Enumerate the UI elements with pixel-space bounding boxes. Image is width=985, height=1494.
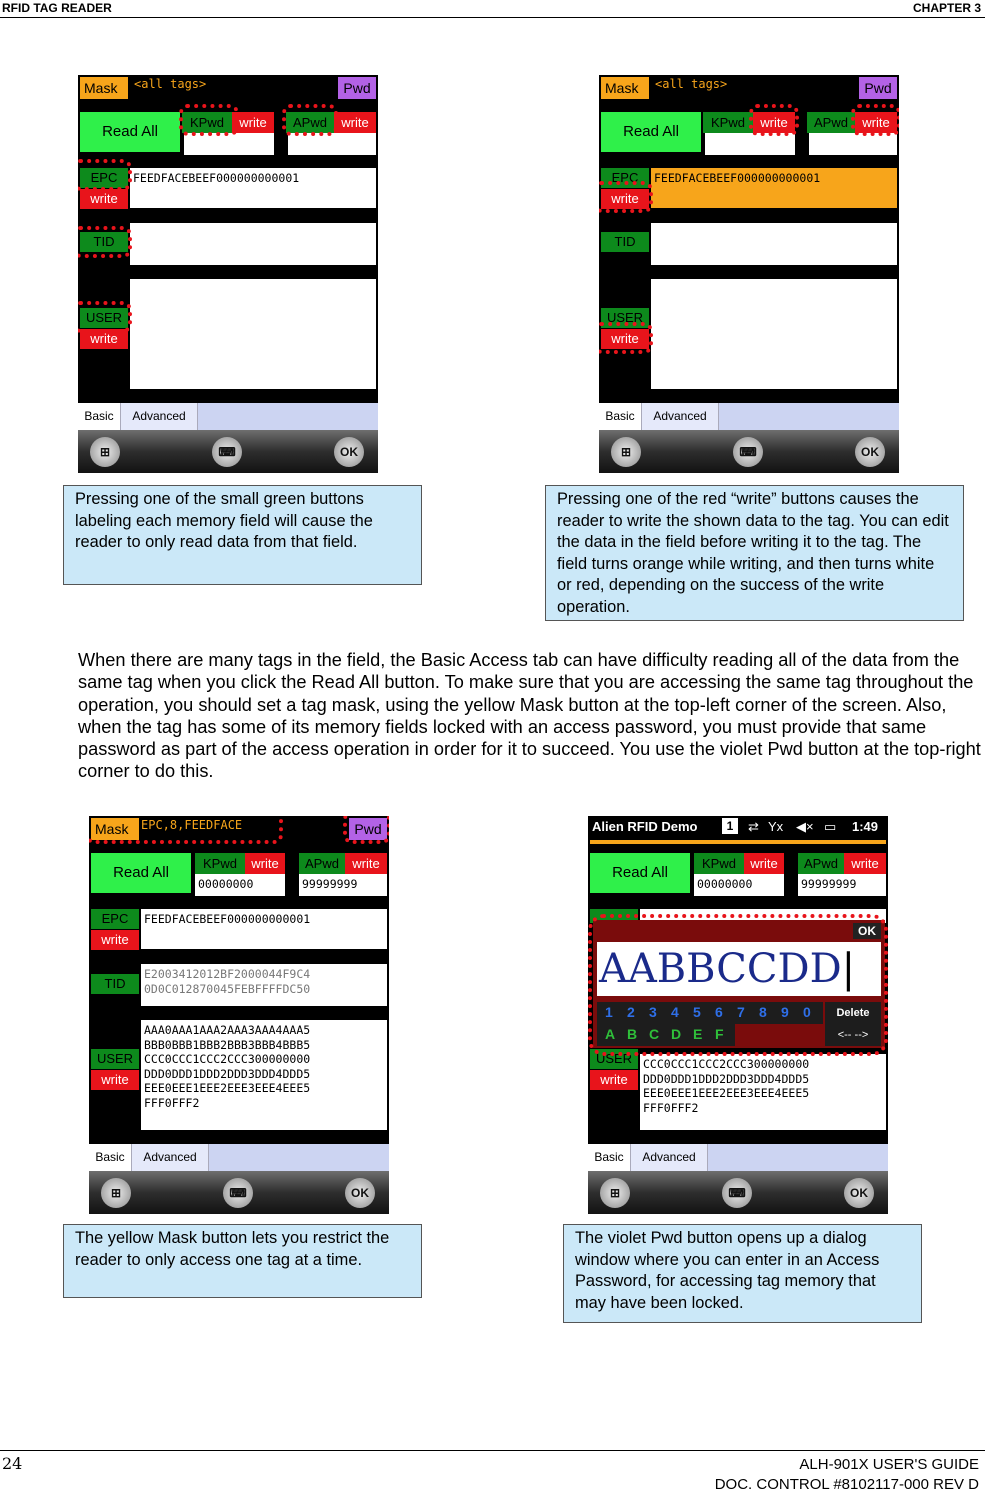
taskbar: [78, 430, 378, 473]
tab-advanced[interactable]: Advanced: [630, 1144, 708, 1171]
screenshot-password-dialog: [588, 816, 888, 1214]
apwd-button[interactable]: APwd: [286, 112, 334, 133]
key-0[interactable]: 0: [803, 1004, 811, 1020]
apwd-field[interactable]: 99999999: [299, 874, 387, 896]
key-9[interactable]: 9: [781, 1004, 789, 1020]
mask-button[interactable]: Mask: [91, 818, 139, 840]
screenshot-read-fields: [78, 75, 378, 473]
kpwd-write-button[interactable]: write: [744, 853, 784, 874]
apwd-button[interactable]: APwd: [807, 112, 855, 133]
ok-button[interactable]: OK: [345, 1178, 375, 1208]
keyboard-icon[interactable]: ⌨: [223, 1178, 253, 1208]
epc-write-button[interactable]: write: [80, 189, 128, 209]
header-title: RFID TAG READER: [2, 1, 112, 15]
body-paragraph: When there are many tags in the field, the Basic Access tab can have difficulty reading all of the data from the same tag when you click the Read All button. To make sure that you are accessing the same tag throughout the operation, you should set a tag mask, using the yellow Mask button at the top-left corner of the screen. Also, when the tag has some of its memory fields locked with an access password, you must provide that same password as part of the access operation in order for it to succeed. You use the violet Pwd button at the top-right corner to do this.: [78, 650, 981, 782]
epc-field-writing[interactable]: FEEDFACEBEEF000000000001: [651, 168, 897, 208]
mask-value: <all tags>: [655, 77, 728, 91]
tab-basic[interactable]: Basic: [89, 1144, 131, 1171]
user-button[interactable]: USER: [590, 1049, 638, 1069]
user-write-button[interactable]: write: [80, 329, 128, 349]
key-5[interactable]: 5: [693, 1004, 701, 1020]
user-button[interactable]: USER: [601, 308, 649, 328]
tab-bar: [89, 1144, 389, 1171]
tab-bar: [599, 403, 899, 430]
read-all-button[interactable]: Read All: [91, 853, 191, 893]
kpwd-button[interactable]: KPwd: [195, 853, 245, 874]
kpwd-button[interactable]: KPwd: [694, 853, 744, 874]
epc-write-button[interactable]: write: [91, 930, 139, 950]
status-bar: [588, 816, 888, 838]
page-footer: [0, 1450, 985, 1494]
key-e[interactable]: E: [693, 1026, 703, 1042]
epc-button[interactable]: EPC: [91, 909, 139, 929]
windows-start-icon[interactable]: ⊞: [600, 1178, 630, 1208]
kpwd-button[interactable]: KPwd: [182, 112, 232, 133]
tab-advanced[interactable]: Advanced: [641, 403, 719, 430]
highlight-user-write: [599, 322, 653, 354]
ok-button[interactable]: OK: [844, 1178, 874, 1208]
screenshot-mask: [89, 816, 389, 1214]
key-f[interactable]: F: [715, 1026, 724, 1042]
key-a[interactable]: A: [605, 1026, 616, 1042]
password-value: AABBCCDD: [599, 946, 842, 992]
keyboard-icon[interactable]: ⌨: [733, 437, 763, 467]
user-field[interactable]: [651, 279, 897, 389]
footer-guide: ALH-901X USER'S GUIDE: [799, 1456, 979, 1473]
kpwd-write-button[interactable]: write: [232, 112, 274, 133]
key-d[interactable]: D: [671, 1026, 682, 1042]
pwd-button[interactable]: Pwd: [349, 818, 387, 840]
page-number: 24: [2, 1454, 23, 1473]
highlight-mask: [89, 816, 283, 844]
cursor-arrow-keys[interactable]: <-- -->: [825, 1024, 881, 1046]
text-cursor: |: [841, 946, 856, 992]
pwd-button[interactable]: Pwd: [859, 77, 897, 99]
battery-icon: ▭: [824, 819, 837, 834]
apwd-write-button[interactable]: write: [334, 112, 376, 133]
epc-field[interactable]: FEEDFACEBEEF000000000001: [141, 909, 387, 949]
dialog-ok-button[interactable]: OK: [853, 923, 881, 939]
apwd-field[interactable]: 99999999: [798, 874, 886, 896]
user-write-button[interactable]: write: [91, 1070, 139, 1090]
user-field[interactable]: [130, 279, 376, 389]
mask-button[interactable]: Mask: [601, 77, 649, 99]
pwd-button[interactable]: Pwd: [338, 77, 376, 99]
user-button[interactable]: USER: [80, 308, 128, 328]
caption-pwd: The violet Pwd button opens up a dialog window where you can enter in an Access Password, for accessing tag memory that may have been locked.: [563, 1224, 922, 1323]
kpwd-field[interactable]: [184, 133, 274, 155]
page-header: [0, 0, 985, 18]
apwd-write-button[interactable]: write: [844, 853, 886, 874]
apwd-button[interactable]: APwd: [798, 853, 844, 874]
screenshot-write-fields: [599, 75, 899, 473]
key-b[interactable]: B: [627, 1026, 638, 1042]
tab-advanced[interactable]: Advanced: [131, 1144, 209, 1171]
tab-bar: [78, 403, 378, 430]
ok-button[interactable]: OK: [855, 437, 885, 467]
highlight-pwd: [343, 816, 389, 844]
apwd-field[interactable]: [288, 133, 376, 155]
read-all-button[interactable]: Read All: [590, 853, 690, 893]
kpwd-field[interactable]: [705, 133, 795, 155]
tid-field[interactable]: [130, 223, 376, 265]
key-7[interactable]: 7: [737, 1004, 745, 1020]
tid-button[interactable]: TID: [601, 232, 649, 252]
volume-mute-icon: ◀×: [796, 819, 814, 834]
app-title: Alien RFID Demo: [592, 819, 698, 834]
highlight-dialog: [588, 914, 888, 1056]
user-button[interactable]: USER: [91, 1049, 139, 1069]
taskbar: [89, 1171, 389, 1214]
footer-doc-control: DOC. CONTROL #8102117-000 REV D: [714, 1476, 979, 1493]
key-8[interactable]: 8: [759, 1004, 767, 1020]
tid-field[interactable]: [651, 223, 897, 265]
epc-button[interactable]: EPC: [80, 168, 128, 188]
taskbar: [588, 1171, 888, 1214]
mask-value: <all tags>: [134, 77, 207, 91]
epc-button[interactable]: EPC: [601, 168, 649, 188]
read-all-button[interactable]: Read All: [601, 112, 701, 152]
caption-read: Pressing one of the small green buttons labeling each memory field will cause the reader to only read data from that field.: [63, 485, 422, 585]
key-6[interactable]: 6: [715, 1004, 723, 1020]
tid-field[interactable]: E2003412012BF2000044F9C4 0D0C012870045FEBFFFFDC50: [141, 964, 387, 1006]
tab-basic[interactable]: Basic: [588, 1144, 630, 1171]
mask-bar: [590, 840, 886, 844]
highlight-tid: [78, 226, 132, 258]
clock: 1:49: [852, 819, 879, 834]
read-all-button[interactable]: Read All: [80, 112, 180, 152]
notification-badge: 1: [722, 818, 738, 834]
tab-bar: [588, 1144, 888, 1171]
tab-basic[interactable]: Basic: [599, 403, 641, 430]
highlight-epc: [78, 159, 132, 191]
kpwd-field[interactable]: 00000000: [195, 874, 285, 896]
windows-start-icon[interactable]: ⊞: [101, 1178, 131, 1208]
user-field[interactable]: AAA0AAA1AAA2AAA3AAA4AAA5 BBB0BBB1BBB2BBB3BBB4BBB5 CCC0CCC1CCC2CCC300000000 DDD0DDD1DDD2DDD3DDD4DDD5 EEE0EEE1EEE2EEE3EEE4EEE5 FFF0FFF2: [141, 1020, 387, 1130]
caption-write: Pressing one of the red “write” buttons causes the reader to write the shown data to the tag. You can edit the data in the field before writing it to the tag. The field turns orange while writing, and then turns white or red, depending on the success of the write operation.: [545, 485, 964, 621]
keyboard-icon[interactable]: ⌨: [212, 437, 242, 467]
key-4[interactable]: 4: [671, 1004, 679, 1020]
delete-key[interactable]: Delete: [825, 1002, 881, 1024]
kpwd-write-button[interactable]: write: [753, 112, 795, 133]
epc-field[interactable]: FEEDFACEBEEF000000000001: [130, 168, 376, 208]
epc-write-button[interactable]: write: [601, 189, 649, 209]
tab-advanced[interactable]: Advanced: [120, 403, 198, 430]
tid-button[interactable]: TID: [80, 232, 128, 252]
apwd-field[interactable]: [809, 133, 897, 155]
apwd-write-button[interactable]: write: [345, 853, 387, 874]
user-write-button[interactable]: write: [601, 329, 649, 349]
highlight-kpwd: [179, 104, 239, 136]
keyboard-icon[interactable]: ⌨: [722, 1178, 752, 1208]
windows-start-icon[interactable]: ⊞: [611, 437, 641, 467]
kpwd-button[interactable]: KPwd: [703, 112, 753, 133]
connectivity-icon: ⇄: [748, 819, 759, 834]
kpwd-write-button[interactable]: write: [245, 853, 285, 874]
tab-basic[interactable]: Basic: [78, 403, 120, 430]
key-1[interactable]: 1: [605, 1004, 613, 1020]
highlight-user: [78, 301, 132, 333]
caption-mask: The yellow Mask button lets you restrict the reader to only access one tag at a time.: [63, 1224, 422, 1298]
highlight-apwd: [282, 104, 338, 136]
mask-button[interactable]: Mask: [80, 77, 128, 99]
ok-button[interactable]: OK: [334, 437, 364, 467]
key-3[interactable]: 3: [649, 1004, 657, 1020]
apwd-write-button[interactable]: write: [855, 112, 897, 133]
apwd-button[interactable]: APwd: [299, 853, 345, 874]
key-c[interactable]: C: [649, 1026, 660, 1042]
highlight-epc-write: [599, 181, 653, 213]
header-chapter: CHAPTER 3: [912, 1, 981, 15]
user-field[interactable]: CCC0CCC1CCC2CCC300000000 DDD0DDD1DDD2DDD3DDD4DDD5 EEE0EEE1EEE2EEE3EEE4EEE5 FFF0FFF2: [640, 1054, 886, 1130]
mask-value: EPC,8,FEEDFACE: [141, 818, 243, 832]
kpwd-field[interactable]: 00000000: [694, 874, 784, 896]
taskbar: [599, 430, 899, 473]
highlight-apwd-write: [851, 104, 899, 136]
signal-off-icon: Yx: [768, 819, 784, 834]
tid-button[interactable]: TID: [91, 974, 139, 994]
user-write-button[interactable]: write: [590, 1070, 638, 1090]
key-2[interactable]: 2: [627, 1004, 635, 1020]
windows-start-icon[interactable]: ⊞: [90, 437, 120, 467]
highlight-kpwd-write: [749, 104, 799, 136]
